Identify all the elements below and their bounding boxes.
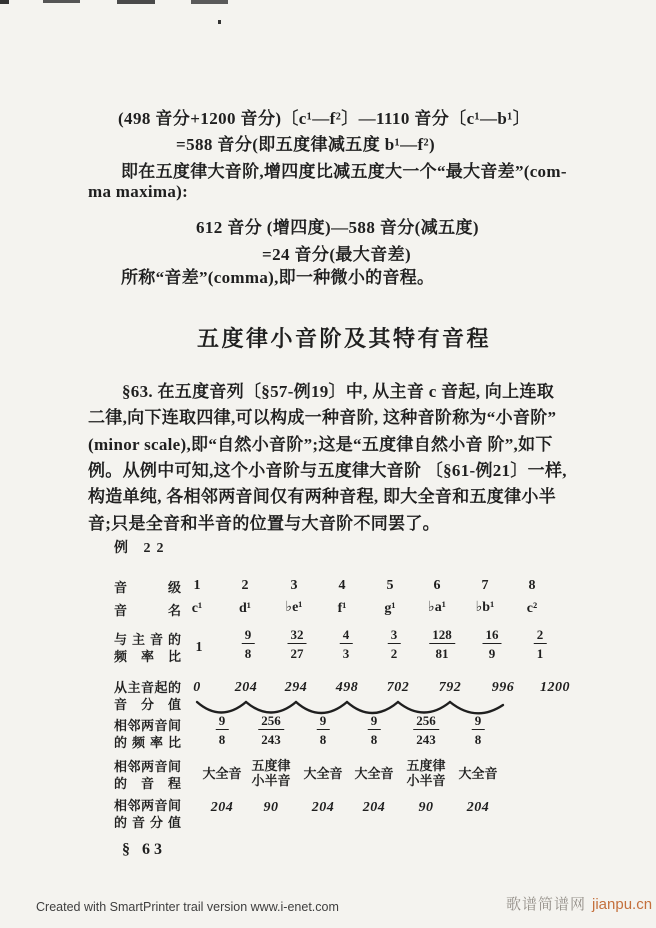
- cents-cell: 702: [386, 680, 410, 695]
- row-label-note-name: 音名: [114, 603, 181, 618]
- scan-artifact: [218, 20, 221, 24]
- degree-cell: 3: [290, 578, 298, 593]
- interval-name-cell: 大全音: [458, 765, 498, 781]
- paragraph-line: 所称“音差”(comma),即一种微小的音程。: [121, 268, 435, 287]
- footer-site-name: 歌谱简谱网: [506, 897, 587, 913]
- adjacent-cents-cell: 204: [466, 800, 490, 815]
- row-label-cents: 音分值: [114, 697, 181, 712]
- interval-name-cell: 大全音: [303, 765, 343, 781]
- degree-cell: 1: [193, 578, 201, 593]
- paragraph-line: (minor scale),即“自然小音阶”;这是“五度律自然小音 阶”,如下: [88, 435, 553, 454]
- row-label-cents: 从主音起的: [114, 680, 181, 695]
- formula-maxima-line2: =24 音分(最大音差): [262, 245, 412, 264]
- formula-comma-line2: =588 音分(即五度律减五度 b¹—f²): [176, 135, 436, 154]
- cents-cell: 498: [335, 680, 359, 695]
- adjacent-ratio-fraction: $\frac{9}{8}$: [472, 714, 485, 746]
- cents-cell: 0: [193, 680, 201, 695]
- page-marker: § 63: [122, 841, 166, 858]
- note-name-cell: d¹: [239, 601, 251, 616]
- ratio-fraction: $\frac{2}{1}$: [534, 628, 547, 660]
- note-name-cell: ♭b¹: [475, 600, 495, 615]
- formula-comma-line1: (498 音分+1200 音分)〔c¹—f²〕—1110 音分〔c¹—b¹〕: [118, 109, 531, 128]
- adjacent-cents-cell: 90: [263, 800, 279, 815]
- interval-name-cell: 大全音: [202, 765, 242, 781]
- degree-cell: 4: [338, 578, 346, 593]
- paragraph-line: 构造单纯, 各相邻两音间仅有两种音程, 即大全音和五度律小半: [88, 487, 556, 506]
- row-label-degree: 音级: [114, 580, 181, 595]
- degree-cell: 6: [433, 578, 441, 593]
- row-label-adjacent-cents: 相邻两音间: [114, 798, 181, 813]
- example-label: 例 22: [114, 541, 170, 556]
- interval-name-cell: 大全音: [354, 765, 394, 781]
- footer-site-url: jianpu.cn: [592, 896, 653, 913]
- degree-cell: 7: [481, 578, 489, 593]
- footer-site: [506, 893, 652, 914]
- row-label-tonic-ratio: 频率比: [114, 649, 181, 664]
- note-name-cell: c¹: [191, 601, 203, 616]
- ratio-fraction: $\frac{3}{2}$: [388, 628, 401, 660]
- note-name-cell: ♭a¹: [428, 600, 446, 615]
- adjacent-ratio-fraction: $\frac{256}{243}$: [413, 714, 439, 746]
- scan-artifact: [117, 0, 155, 4]
- paragraph-line: 例。从例中可知,这个小音阶与五度律大音阶 〔§61-例21〕一样,: [88, 461, 567, 480]
- ratio-fraction: $\frac{32}{27}$: [288, 628, 307, 660]
- ratio-fraction: $\frac{16}{9}$: [483, 628, 502, 660]
- row-label-adjacent-interval: 的音程: [114, 776, 181, 791]
- ratio-fraction: $\frac{4}{3}$: [340, 628, 353, 660]
- degree-cell: 8: [528, 578, 536, 593]
- adjacent-ratio-fraction: $\frac{9}{8}$: [216, 714, 229, 746]
- paragraph-line: 即在五度律大音阶,增四度比减五度大一个“最大音差”(com-: [121, 162, 567, 181]
- paragraph-line: 二律,向下连取四律,可以构成一种音阶, 这种音阶称为“小音阶”: [88, 408, 557, 427]
- interval-name-cell: 五度律 小半音: [406, 758, 446, 788]
- adjacent-ratio-fraction: $\frac{9}{8}$: [317, 714, 330, 746]
- note-name-cell: c²: [526, 601, 538, 616]
- row-label-adjacent-ratio: 的频率比: [114, 735, 181, 750]
- cents-cell: 792: [438, 680, 462, 695]
- paragraph-line: ma maxima):: [88, 182, 189, 201]
- row-label-tonic-ratio: 与主音的: [114, 632, 181, 647]
- cents-cell: 204: [234, 680, 258, 695]
- adjacent-cents-cell: 204: [362, 800, 386, 815]
- scan-artifact: [191, 0, 228, 4]
- adjacent-cents-cell: 204: [311, 800, 335, 815]
- ratio-fraction: $\frac{9}{8}$: [242, 628, 255, 660]
- degree-cell: 5: [386, 578, 394, 593]
- footer-credit: Created with SmartPrinter trail version www.i-enet.com: [36, 900, 339, 914]
- adjacent-ratio-fraction: $\frac{256}{243}$: [258, 714, 284, 746]
- degree-cell: 2: [241, 578, 249, 593]
- paragraph-line: §63. 在五度音列〔§57-例19〕中, 从主音 c 音起, 向上连取: [122, 382, 555, 401]
- row-label-adjacent-interval: 相邻两音间: [114, 759, 181, 774]
- cents-cell: 996: [491, 680, 515, 695]
- paragraph-line: 音;只是全音和半音的位置与大音阶不同罢了。: [88, 514, 440, 533]
- ratio-cell: 1: [195, 640, 203, 655]
- cents-cell: 294: [284, 680, 308, 695]
- section-title: 五度律小音阶及其特有音程: [197, 326, 492, 351]
- adjacent-ratio-fraction: $\frac{9}{8}$: [368, 714, 381, 746]
- scan-artifact: [0, 0, 9, 4]
- note-name-cell: ♭e¹: [285, 600, 303, 615]
- adjacent-cents-cell: 90: [418, 800, 434, 815]
- interval-name-cell: 五度律 小半音: [251, 758, 291, 788]
- note-name-cell: g¹: [384, 601, 396, 616]
- ratio-fraction: $\frac{128}{81}$: [429, 628, 455, 660]
- scan-artifact: [43, 0, 80, 3]
- row-label-adjacent-ratio: 相邻两音间: [114, 718, 181, 733]
- formula-maxima-line1: 612 音分 (增四度)—588 音分(减五度): [196, 218, 479, 237]
- cents-cell: 1200: [540, 680, 570, 695]
- note-name-cell: f¹: [337, 601, 347, 616]
- adjacent-cents-cell: 204: [210, 800, 234, 815]
- row-label-adjacent-cents: 的音分值: [114, 815, 181, 830]
